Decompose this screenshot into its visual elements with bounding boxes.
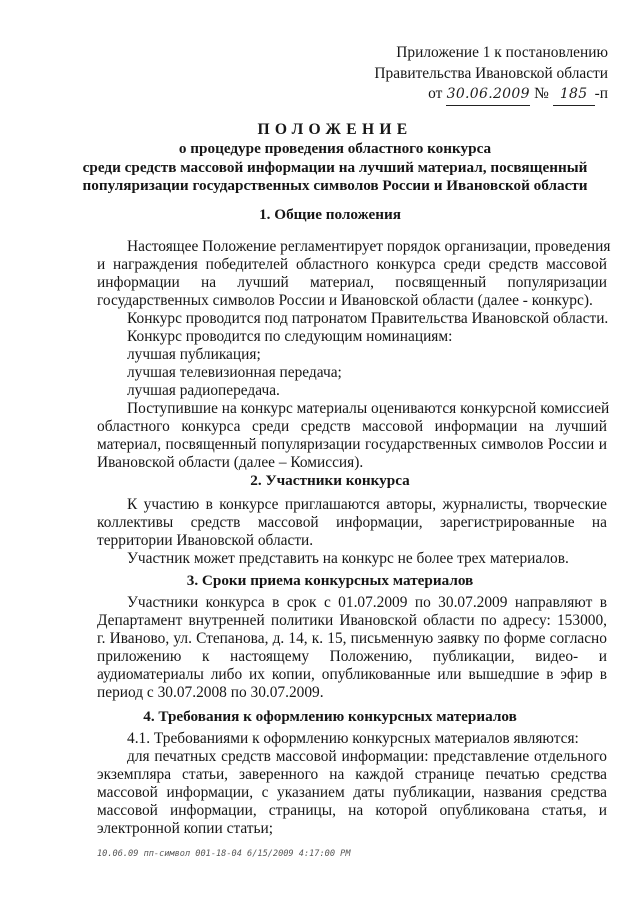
annex-suffix: -п: [594, 85, 608, 102]
s1-line: Поступившие на конкурс материалы оцениваются конкурсной комиссией: [127, 400, 610, 417]
s1-line: информации на лучший материал, посвященный популяризации: [97, 274, 607, 291]
annex-line-2: Правительства Ивановской области: [374, 64, 608, 82]
annex-date-line: [374, 84, 608, 106]
annex-from: от: [428, 85, 443, 102]
title-sub-3: популяризации государственных символов России и Ивановской области: [82, 177, 588, 194]
s1-line: областного конкурса среди средств массовой информации на лучший: [97, 418, 607, 435]
title-sub-2: среди средств массовой информации на лучший материал, посвященный: [82, 158, 588, 176]
document-title: [60, 120, 610, 196]
s1-line: государственных символов России и Ивановской области (далее - конкурс).: [97, 292, 593, 309]
s3-line: приложению к настоящему Положению, публикации, видео- и: [97, 648, 607, 665]
s4-line: электронной копии статьи;: [97, 820, 274, 837]
s4-line: экземпляра статьи, заверенного на каждой странице печатью средства: [97, 766, 607, 783]
annex-number-handwritten: 185: [553, 84, 595, 106]
s1-line: Настоящее Положение регламентирует порядок организации, проведения: [127, 238, 611, 255]
s4-line: массовой информации, с указанием даты публикации, названия средства: [97, 784, 607, 801]
s1-line: материал, посвященный популяризации государственных символов России и: [97, 436, 607, 453]
section-3-body: [97, 594, 607, 702]
annex-number-sign: №: [534, 85, 549, 102]
section-3-heading: 3. Сроки приема конкурсных материалов: [186, 572, 474, 589]
annex-line-1: Приложение 1 к постановлению: [396, 44, 608, 61]
title-sub-1: о процедуре проведения областного конкурса: [178, 140, 492, 157]
document-footer: 10.06.09 пп-символ 001-18-04 6/15/2009 4:17:00 PM: [97, 849, 351, 859]
section-2-body: [97, 496, 607, 568]
s3-line: Участники конкурса в срок с 01.07.2009 по 30.07.2009 направляют в: [127, 594, 607, 611]
annex-header: [374, 43, 608, 106]
section-4-body: [97, 730, 607, 838]
s4-line: 4.1. Требованиями к оформлению конкурсных материалов являются:: [127, 730, 579, 747]
title-main: ПОЛОЖЕНИЕ: [257, 121, 413, 138]
s1-line: и награждения победителей областного конкурса среди средств массовой: [97, 256, 607, 273]
s3-line: период с 30.07.2008 по 30.07.2009.: [97, 684, 324, 701]
section-1-body: [97, 238, 611, 472]
s2-line: К участию в конкурсе приглашаются авторы, журналисты, творческие: [127, 496, 607, 513]
s1-nomination: лучшая публикация;: [127, 346, 261, 363]
s2-line: коллективы средств массовой информации, зарегистрированные на: [97, 514, 607, 531]
s4-line: для печатных средств массовой информации: представление отдельного: [127, 748, 607, 765]
s3-line: г. Иваново, ул. Степанова, д. 14, к. 15, письменную заявку по форме согласно: [97, 630, 607, 647]
s1-line: Ивановской области (далее – Комиссия).: [97, 454, 364, 471]
section-2-heading: 2. Участники конкурса: [250, 472, 410, 489]
s3-line: Департамент внутренней политики Ивановской области по адресу: 153000,: [97, 612, 607, 629]
s2-line: территории Ивановской области.: [97, 532, 314, 549]
s1-nomination: лучшая телевизионная передача;: [127, 364, 342, 381]
s1-nomination: лучшая радиопередача.: [127, 382, 280, 399]
s1-line: Конкурс проводится под патронатом Правительства Ивановской области.: [127, 310, 609, 327]
section-1-heading: 1. Общие положения: [259, 206, 401, 223]
s3-line: аудиоматериалы либо их копии, опубликованные или вышедшие в эфир в: [97, 666, 607, 683]
s4-line: массовой информации, страницы, на которой опубликована статья, и: [97, 802, 607, 819]
s2-line: Участник может представить на конкурс не более трех материалов.: [127, 550, 569, 567]
s1-line: Конкурс проводится по следующим номинациям:: [127, 328, 453, 345]
annex-date-handwritten: 30.06.2009: [446, 84, 530, 106]
section-4-heading: 4. Требования к оформлению конкурсных материалов: [143, 708, 517, 725]
